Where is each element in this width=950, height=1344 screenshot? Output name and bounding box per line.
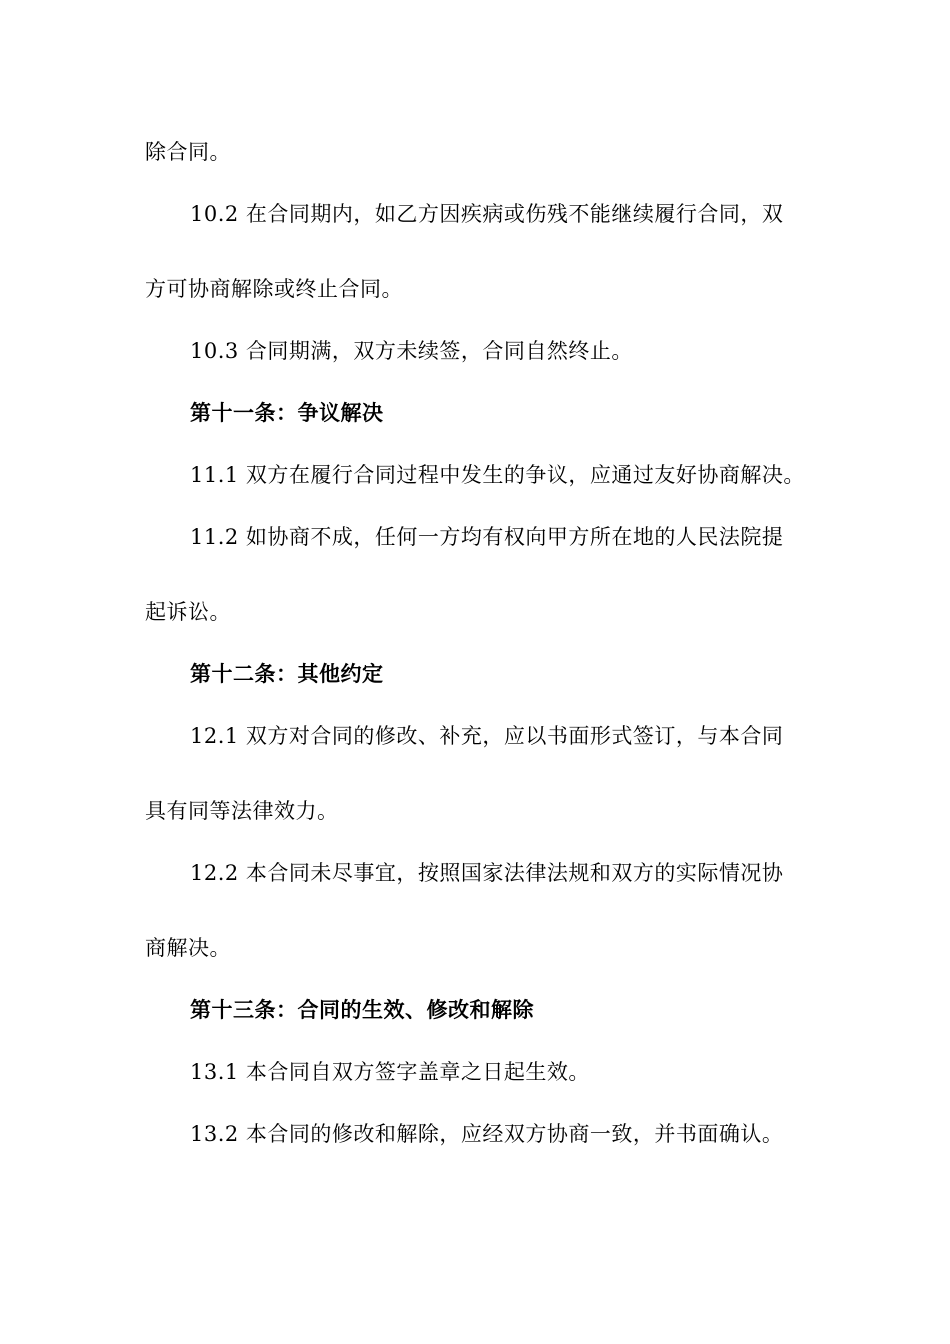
article-12-heading: 第十二条：其他约定 — [190, 662, 384, 686]
clause-13-1: 13.1 本合同自双方签字盖章之日起生效。 — [190, 1060, 590, 1084]
clause-10-2-continuation: 方可协商解除或终止合同。 — [145, 277, 403, 301]
clause-11-2-continuation: 起诉讼。 — [145, 600, 231, 624]
clause-10-3: 10.3 合同期满，双方未续签，合同自然终止。 — [190, 339, 633, 363]
clause-12-1-continuation: 具有同等法律效力。 — [145, 799, 339, 823]
clause-12-1: 12.1 双方对合同的修改、补充，应以书面形式签订，与本合同 — [190, 724, 784, 748]
clause-10-2: 10.2 在合同期内，如乙方因疾病或伤残不能继续履行合同，双 — [190, 202, 784, 226]
clause-13-2: 13.2 本合同的修改和解除，应经双方协商一致，并书面确认。 — [190, 1122, 784, 1146]
clause-11-1: 11.1 双方在履行合同过程中发生的争议，应通过友好协商解决。 — [190, 463, 805, 487]
article-13-heading: 第十三条：合同的生效、修改和解除 — [190, 998, 534, 1022]
clause-11-2: 11.2 如协商不成，任何一方均有权向甲方所在地的人民法院提 — [190, 525, 784, 549]
clause-12-2: 12.2 本合同未尽事宜，按照国家法律法规和双方的实际情况协 — [190, 861, 784, 885]
clause-12-2-continuation: 商解决。 — [145, 936, 231, 960]
article-11-heading: 第十一条：争议解决 — [190, 401, 384, 425]
paragraph-continuation: 除合同。 — [145, 140, 231, 164]
